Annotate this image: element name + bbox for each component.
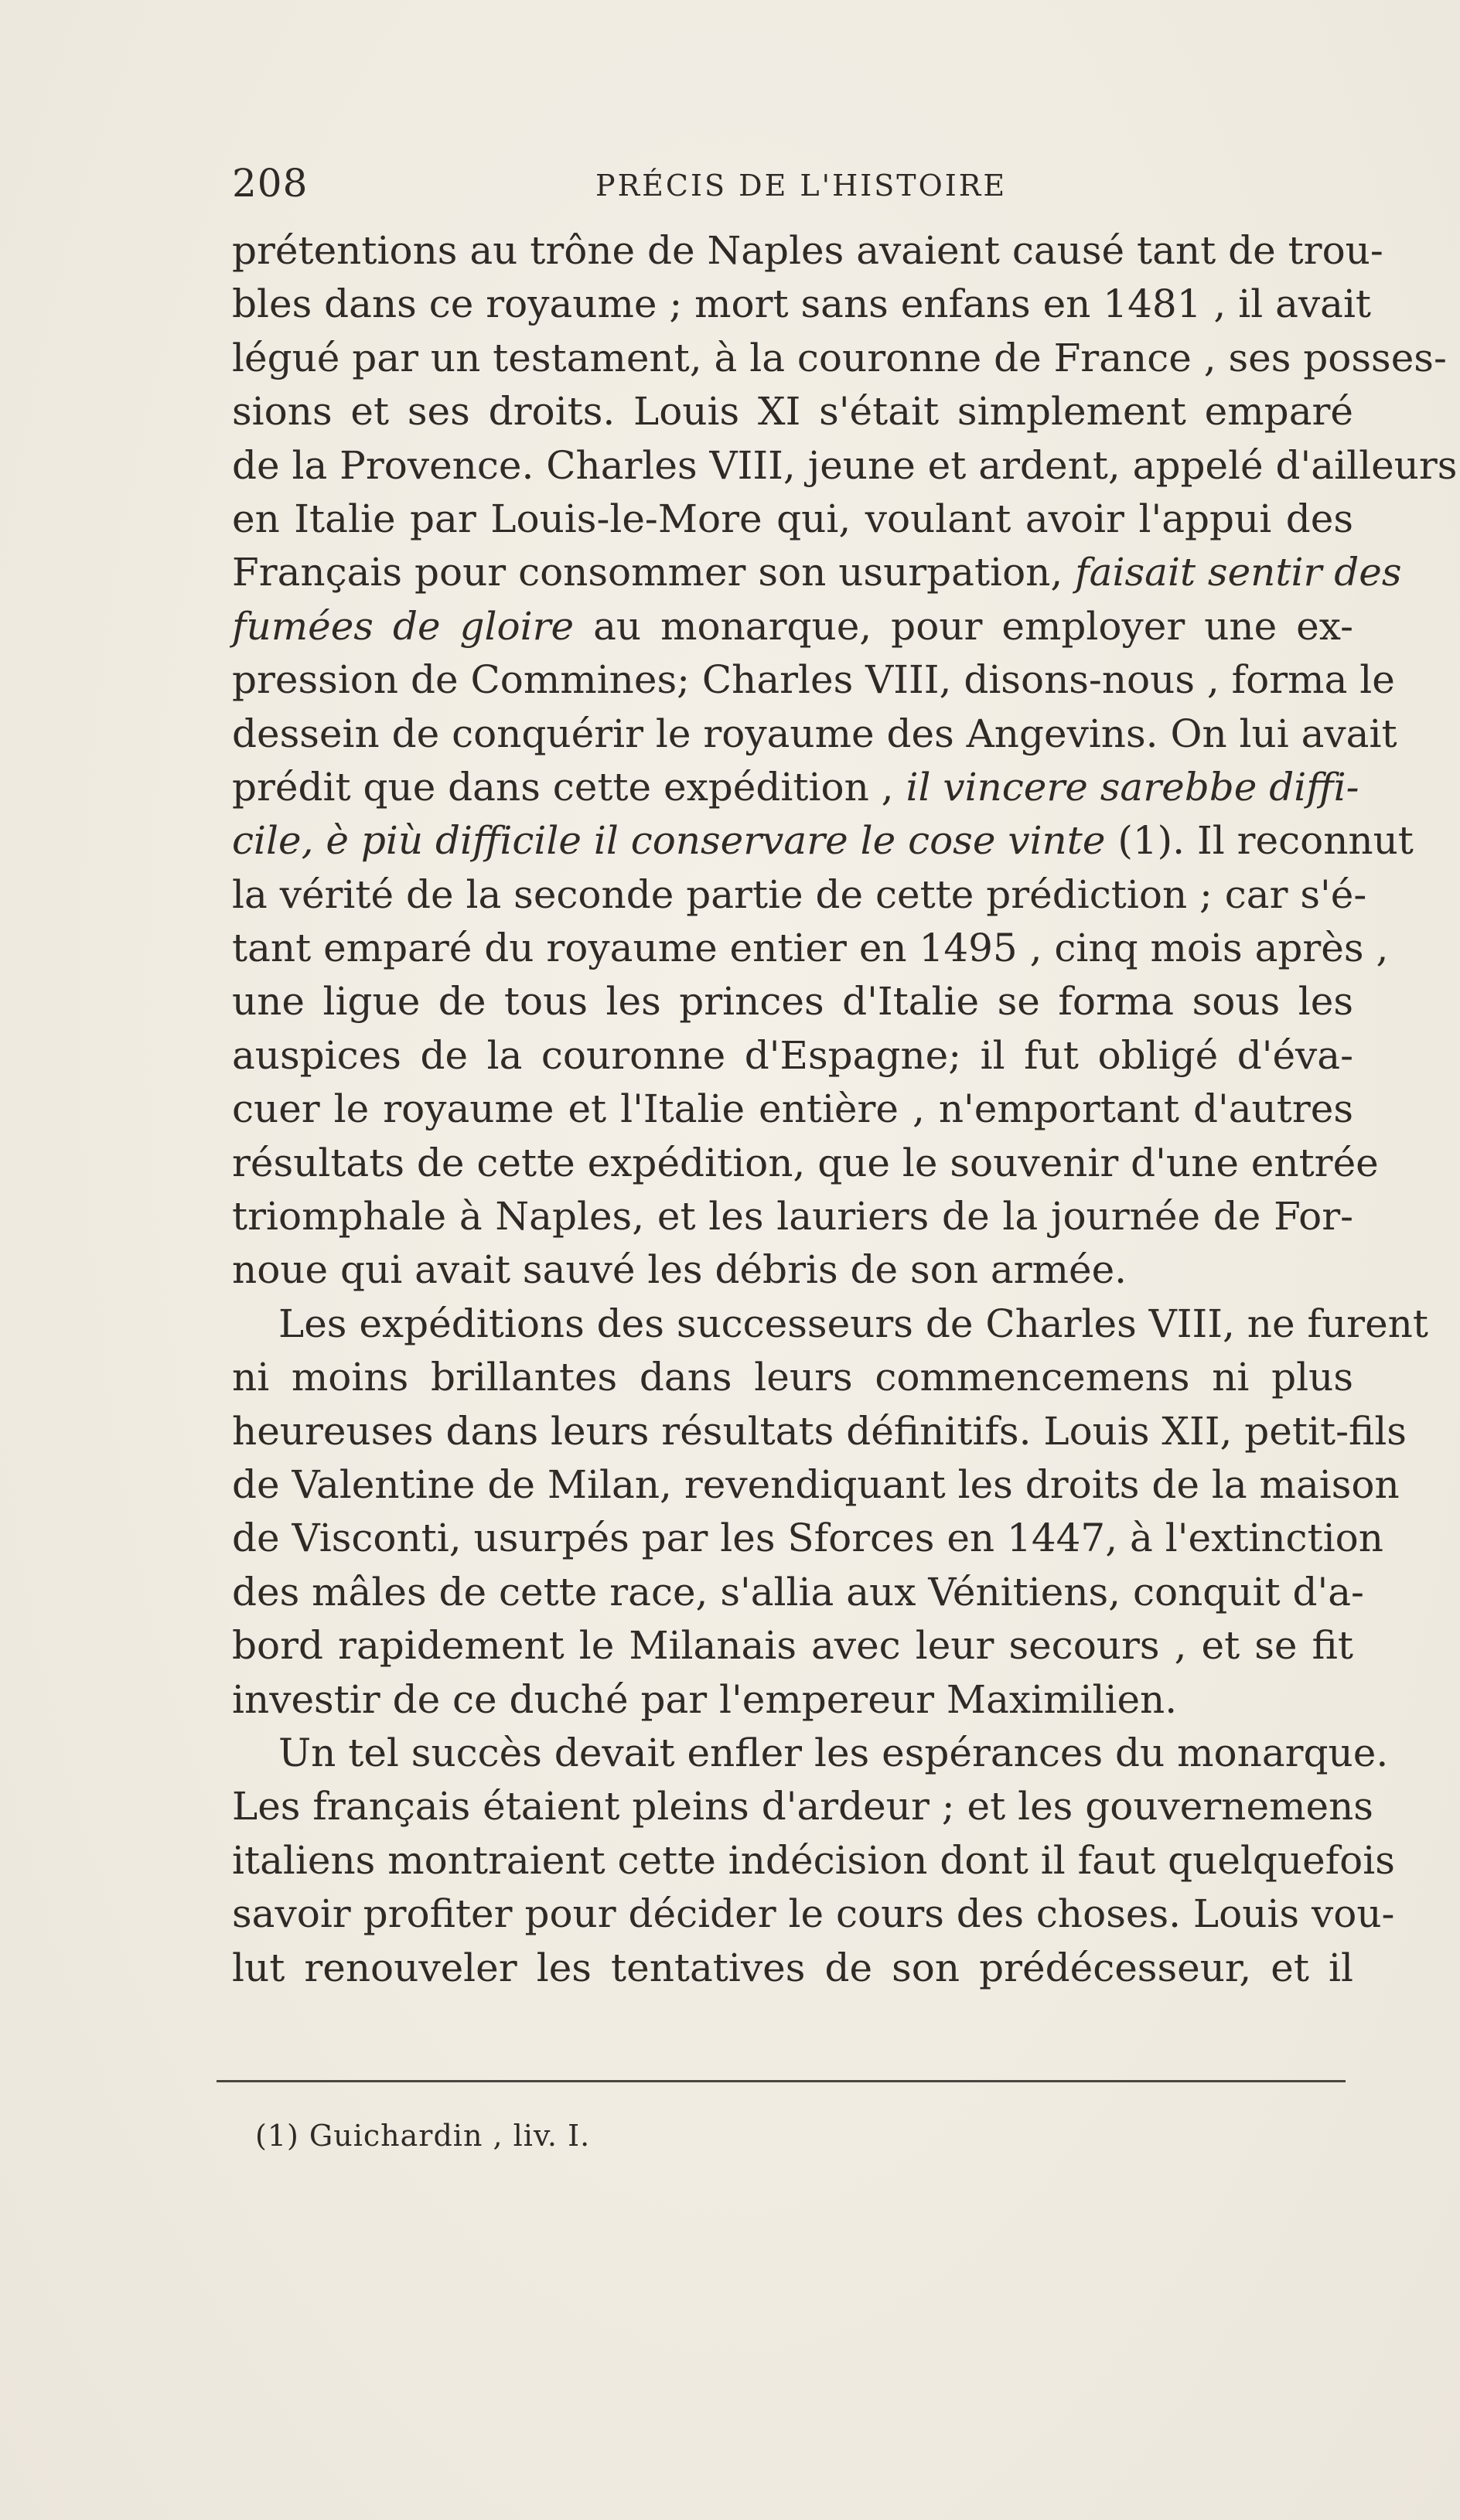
text-line [232, 708, 1397, 761]
text-line [232, 1083, 1353, 1136]
text-line [232, 814, 1414, 868]
text-line [232, 1834, 1395, 1887]
text-segment: prédit que dans cette expédition , [232, 764, 906, 810]
text-segment: des mâles de cette race, s'allia aux Vénitiens, conquit d'a- [232, 1569, 1364, 1615]
text-line [232, 868, 1367, 922]
text-line [232, 1458, 1400, 1512]
text-segment: prétentions au trône de Naples avaient causé tant de trou- [232, 228, 1383, 273]
text-segment: sions et ses droits. Louis XI s'était simplement emparé [232, 389, 1353, 435]
text-line [232, 1405, 1407, 1458]
text-line [232, 385, 1353, 438]
text-segment: bord rapidement le Milanais avec leur secours , et se fit [232, 1623, 1353, 1669]
text-segment: cuer le royaume et l'Italie entière , n'emportant d'autres [232, 1086, 1353, 1132]
italic-text: faisait sentir des [1075, 550, 1402, 595]
text-segment: heureuses dans leurs résultats définitifs. Louis XII, petit-fils [232, 1408, 1407, 1454]
text-segment: de Valentine de Milan, revendiquant les droits de la maison [232, 1461, 1400, 1507]
page-header [232, 161, 1353, 215]
text-line [232, 1673, 1353, 1727]
text-line [232, 600, 1353, 653]
text-segment: légué par un testament, à la couronne de France , ses posses- [232, 335, 1447, 380]
text-segment: une ligue de tous les princes d'Italie se forma sous les [232, 979, 1353, 1025]
text-segment: résultats de cette expédition, que le souvenir d'une entrée [232, 1140, 1379, 1185]
text-line [232, 1887, 1395, 1941]
italic-text: cile, è più difficile il conservare le cose vinte [232, 818, 1106, 864]
text-segment: lut renouveler les tentatives de son prédécesseur, et il [232, 1945, 1353, 1990]
text-segment: noue qui avait sauvé les débris de son armée. [232, 1247, 1127, 1293]
text-line [232, 439, 1458, 493]
text-segment: pression de Commines; Charles VIII, disons-nous , forma le [232, 657, 1395, 703]
text-segment: Français pour consommer son usurpation, [232, 550, 1076, 595]
text-line [232, 224, 1383, 278]
text-segment: italiens montraient cette indécision dont il faut quelquefois [232, 1837, 1395, 1883]
text-segment: de Visconti, usurpés par les Sforces en 1447, à l'extinction [232, 1516, 1383, 1561]
footnote: (1) Guichardin , liv. I. [255, 2119, 591, 2153]
text-segment: savoir profiter pour décider le cours des choses. Louis vou- [232, 1891, 1395, 1937]
text-segment: de la Provence. Charles VIII, jeune et ardent, appelé d'ailleurs [232, 442, 1458, 488]
text-line [232, 1298, 1428, 1351]
footnote-rule [217, 2080, 1346, 2082]
text-segment: Les français étaient pleins d'ardeur ; et les gouvernemens [232, 1784, 1373, 1829]
body-text [232, 224, 1458, 1995]
text-segment: auspices de la couronne d'Espagne; il fut obligé d'éva- [232, 1032, 1353, 1078]
text-line [232, 653, 1395, 707]
text-line [232, 1351, 1353, 1404]
text-line [232, 332, 1447, 385]
text-segment: triomphale à Naples, et les lauriers de la journée de For- [232, 1194, 1353, 1240]
text-line [232, 1190, 1353, 1243]
text-line [232, 1780, 1373, 1833]
text-segment: (1). Il reconnut [1105, 818, 1414, 864]
text-line [232, 1029, 1353, 1083]
text-line [232, 761, 1359, 814]
text-line [232, 975, 1353, 1028]
text-segment: Un tel succès devait enfler les espérances du monarque. [278, 1730, 1389, 1775]
text-line [232, 1137, 1379, 1190]
italic-text: il vincere sarebbe diffi- [906, 764, 1359, 810]
text-segment: au monarque, pour employer une ex- [574, 603, 1353, 649]
text-segment: tant emparé du royaume entier en 1495 , cinq mois après , [232, 926, 1389, 971]
text-segment: la vérité de la seconde partie de cette prédiction ; car s'é- [232, 871, 1367, 917]
text-line [232, 1243, 1353, 1297]
text-segment: ni moins brillantes dans leurs commencemens ni plus [232, 1355, 1353, 1400]
text-line [232, 1727, 1389, 1780]
text-line [232, 278, 1372, 331]
page-number: 208 [232, 161, 309, 206]
text-line [232, 546, 1402, 599]
text-segment: bles dans ce royaume ; mort sans enfans en 1481 , il avait [232, 281, 1372, 327]
text-line [232, 922, 1389, 975]
text-line [232, 493, 1353, 546]
text-segment: Les expéditions des successeurs de Charles VIII, ne furent [278, 1301, 1428, 1346]
running-head: PRÉCIS DE L'HISTOIRE [595, 169, 1008, 203]
text-segment: dessein de conquérir le royaume des Angevins. On lui avait [232, 711, 1397, 756]
text-line [232, 1566, 1364, 1619]
text-segment: en Italie par Louis-le-More qui, voulant avoir l'appui des [232, 496, 1353, 541]
text-line [232, 1619, 1353, 1673]
text-line [232, 1512, 1383, 1565]
italic-text: fumées de gloire [232, 603, 575, 649]
text-segment: investir de ce duché par l'empereur Maximilien. [232, 1676, 1178, 1722]
text-line [232, 1942, 1353, 1995]
